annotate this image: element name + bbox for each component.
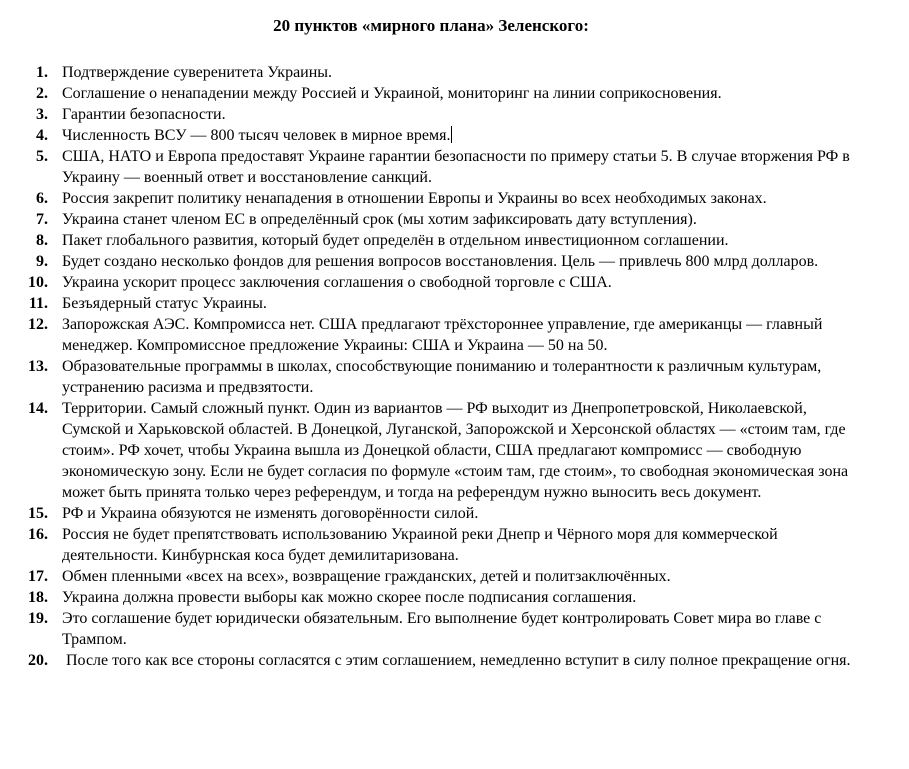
list-item (0, 62, 862, 83)
list-item-number: 12. (28, 316, 48, 333)
list-item-number: 6. (36, 190, 48, 207)
list-item-text[interactable]: РФ и Украина обязуются не изменять договорённости силой. (62, 505, 479, 522)
list-item (0, 314, 862, 356)
list-item-number: 1. (36, 64, 48, 81)
points-list (0, 62, 862, 671)
page-title[interactable]: 20 пунктов «мирного плана» Зеленского: (273, 16, 589, 35)
list-item (0, 209, 862, 230)
list-item (0, 188, 862, 209)
list-item-text[interactable]: Будет создано несколько фондов для решения вопросов восстановления. Цель — привлечь 800 млрд долларов. (62, 253, 819, 270)
list-item (0, 272, 862, 293)
list-item (0, 608, 862, 650)
list-item-number: 8. (36, 232, 48, 249)
list-item (0, 587, 862, 608)
text-cursor (451, 126, 452, 143)
list-item (0, 230, 862, 251)
list-item-number: 3. (36, 106, 48, 123)
list-item-text[interactable]: Пакет глобального развития, который будет определён в отдельном инвестиционном соглашении. (62, 232, 729, 249)
list-item (0, 566, 862, 587)
list-item (0, 398, 862, 503)
list-item-number: 5. (36, 148, 48, 165)
list-item-text[interactable]: Соглашение о ненападении между Россией и Украиной, мониторинг на линии соприкосновения. (62, 85, 722, 102)
list-item-text[interactable]: Обмен пленными «всех на всех», возвращение гражданских, детей и политзаключённых. (62, 568, 671, 585)
list-item (0, 503, 862, 524)
list-item-text[interactable]: Украина станет членом ЕС в определённый срок (мы хотим зафиксировать дату вступления). (62, 211, 697, 228)
list-item-text[interactable]: Украина ускорит процесс заключения соглашения о свободной торговле с США. (62, 274, 612, 291)
list-item-text[interactable]: Это соглашение будет юридически обязательным. Его выполнение будет контролировать Совет мира во главе с Трампом. (62, 610, 826, 648)
list-item-number: 7. (36, 211, 48, 228)
list-item (0, 356, 862, 398)
list-item-number: 20. (28, 652, 48, 669)
list-item-number: 10. (28, 274, 48, 291)
list-item-text[interactable]: Подтверждение суверенитета Украины. (62, 64, 333, 81)
list-item-text[interactable]: Численность ВСУ — 800 тысяч человек в мирное время. (62, 127, 451, 144)
list-item (0, 125, 862, 146)
list-item-text[interactable]: Запорожская АЭС. Компромисса нет. США предлагают трёхстороннее управление, где американцы — главный менеджер. Компромиссное предложение Украины: США и Украина — 50 на 50. (62, 316, 827, 354)
list-item-number: 19. (28, 610, 48, 627)
list-item-text[interactable]: Украина должна провести выборы как можно скорее после подписания соглашения. (62, 589, 637, 606)
list-item-text[interactable]: США, НАТО и Европа предоставят Украине гарантии безопасности по примеру статьи 5. В случае вторжения РФ в Украину — военный ответ и восстановление санкций. (62, 148, 854, 186)
list-item (0, 251, 862, 272)
list-item (0, 146, 862, 188)
list-item-text[interactable]: Образовательные программы в школах, способствующие пониманию и толерантности к различным культурам, устранению расизма и предвзятости. (62, 358, 826, 396)
list-item (0, 650, 862, 671)
list-item (0, 104, 862, 125)
list-item-number: 14. (28, 400, 48, 417)
list-item-number: 18. (28, 589, 48, 606)
list-item-number: 17. (28, 568, 48, 585)
list-item-text[interactable]: Гарантии безопасности. (62, 106, 226, 123)
list-item-text[interactable]: Россия закрепит политику ненападения в отношении Европы и Украины во всех необходимых законах. (62, 190, 767, 207)
list-item (0, 83, 862, 104)
list-item-number: 4. (36, 127, 48, 144)
list-item-number: 9. (36, 253, 48, 270)
list-item-number: 15. (28, 505, 48, 522)
list-item-text[interactable]: Территории. Самый сложный пункт. Один из вариантов — РФ выходит из Днепропетровской, Николаевской, Сумской и Харьковской областей. В Донецкой, Луганской, Запорожской и Херсонской областях — «стоим там, где стоим». РФ хочет, чтобы Украина вышла из Донецкой области, США предлагают компромисс — свободную экономическую зону. Если не будет согласия по формуле «стоим там, где стоим», то свободная экономическая зона может быть принята только через референдум, и тогда на референдум нужно выносить весь документ. (62, 400, 853, 501)
list-item-number: 13. (28, 358, 48, 375)
list-item (0, 524, 862, 566)
list-item-text[interactable]: Безъядерный статус Украины. (62, 295, 267, 312)
list-item-number: 11. (28, 295, 48, 312)
list-item-number: 16. (28, 526, 48, 543)
list-item (0, 293, 862, 314)
list-item-text[interactable]: После того как все стороны согласятся с этим соглашением, немедленно вступит в силу полное прекращение огня. (62, 652, 851, 669)
list-item-text[interactable]: Россия не будет препятствовать использованию Украиной реки Днепр и Чёрного моря для коммерческой деятельности. Кинбурнская коса будет демилитаризована. (62, 526, 782, 564)
list-item-number: 2. (36, 85, 48, 102)
